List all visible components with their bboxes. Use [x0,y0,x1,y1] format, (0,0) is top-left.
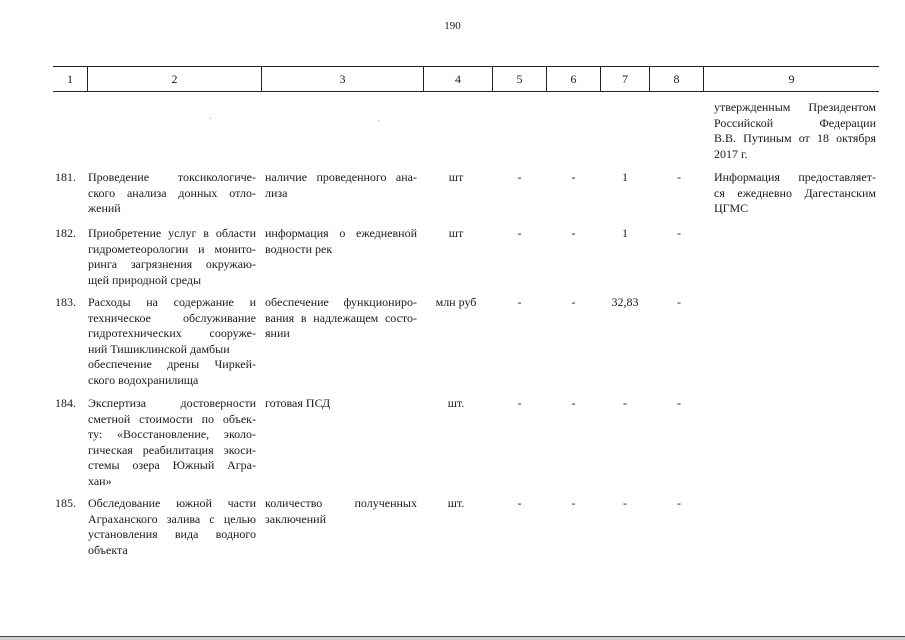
row-description [88,170,256,217]
text-line: обеспечение функциониро- [265,295,417,309]
row-col5: - [517,170,522,184]
text-line: ского водохранилища [88,372,199,387]
text-line: жений [88,201,121,215]
text-line: утвержденным Президентом [714,100,876,114]
row-unit: шт [448,226,464,240]
text-line: заключений [265,511,327,526]
text-line: сметной стоимости по объек- [88,411,256,426]
row-description [88,226,256,288]
header-col-3: 3 [339,72,346,86]
header-col-7: 7 [622,72,628,86]
text-line: объекта [88,542,128,557]
text-line: гическая реабилитация экоси- [88,442,256,457]
row-number: 183. [55,295,76,309]
row-col8: - [677,396,681,410]
row-col8: - [677,226,681,240]
row-number: 182. [55,226,76,240]
row-col5: - [517,295,522,309]
text-line: янии [265,326,290,340]
header-col-1: 1 [67,72,73,86]
row-unit: шт. [447,496,465,510]
text-line: наличие проведенного ана- [265,170,417,184]
row-description [88,496,256,558]
row-unit: шт [448,170,464,184]
text-line: ринга загрязнения окружаю- [88,257,256,271]
text-line: количество полученных [265,496,417,510]
row-col7: - [623,396,627,410]
row-col8: - [677,496,681,510]
header-col-6: 6 [570,72,577,86]
text-line: 2017 г. [714,146,748,161]
row-col7: 32,83 [611,295,639,309]
header-col-9: 9 [788,72,795,86]
text-line: установления вида водного [88,527,256,541]
header-col-2: 2 [171,72,178,86]
row-col8: - [677,170,681,184]
header-col-5: 5 [516,72,523,86]
text-line: ту: «Восстановление, эколо- [88,427,256,441]
text-line: В.В. Путиным от 18 октября [714,131,876,145]
page-number: 190 [444,20,461,32]
row-number: 185. [55,496,76,510]
text-line: Проведение токсикологиче- [88,170,256,184]
row-unit: шт. [447,396,465,410]
text-line: Обследование южной части [88,496,256,510]
text-line: информация о ежедневной [265,226,417,240]
row-indicator [265,396,417,412]
text-line: стемы озера Южный Агра- [88,458,256,472]
scan-speck [378,120,379,121]
row-unit: млн руб [435,295,477,309]
row-col7: - [623,496,627,510]
text-line: Приобретение услуг в области [88,226,256,240]
scan-bottom-edge [0,636,905,640]
row-indicator [265,496,417,527]
row-description [88,396,256,489]
text-line: Российской Федерации [714,115,876,130]
row-number: 184. [55,396,76,410]
table-header [53,66,879,92]
text-line: Расходы на содержание и [88,295,256,309]
row-col5: - [517,226,522,240]
text-line: лиза [265,185,288,200]
row-col7: 1 [622,170,628,184]
text-line: ний Тишиклинской дамбыи [88,341,230,356]
text-line: водности рек [265,241,333,256]
text-line: Экспертиза достоверности [88,396,256,410]
row-number: 181. [55,170,76,184]
text-line: ского анализа донных отло- [88,185,256,200]
text-line: ЦГМС [714,201,749,215]
row-col5: - [517,496,522,510]
text-line: техническое обслуживание [88,310,256,325]
text-line: хан» [88,473,112,488]
row-col6: - [571,496,576,510]
row-note [714,170,876,217]
scan-speck [210,118,211,119]
row-description [88,295,256,388]
text-line: Аграханского залива с целью [88,511,256,526]
row-col6: - [571,226,576,240]
text-line: ся ежедневно Дагестанским [714,185,876,200]
text-line: готовая ПСД [265,396,331,410]
header-col-4: 4 [455,72,461,86]
row-col6: - [571,295,576,309]
row-indicator [265,170,417,201]
row-col8: - [677,295,681,309]
text-line: вания в надлежащем состо- [265,310,417,325]
row-col5: - [517,396,522,410]
text-line: гидротехнических сооруже- [88,326,256,340]
text-line: Информация предоставляет- [714,170,876,184]
row-col6: - [571,170,576,184]
text-line: гидрометеорологии и монито- [88,241,256,256]
row-indicator [265,295,417,342]
row-col6: - [571,396,576,410]
header-col-8: 8 [673,72,680,86]
text-line: обеспечение дрены Чиркей- [88,357,256,371]
row-col7: 1 [622,226,628,240]
continuation-text [714,100,876,162]
row-indicator [265,226,417,257]
text-line: щей природной среды [88,272,202,287]
